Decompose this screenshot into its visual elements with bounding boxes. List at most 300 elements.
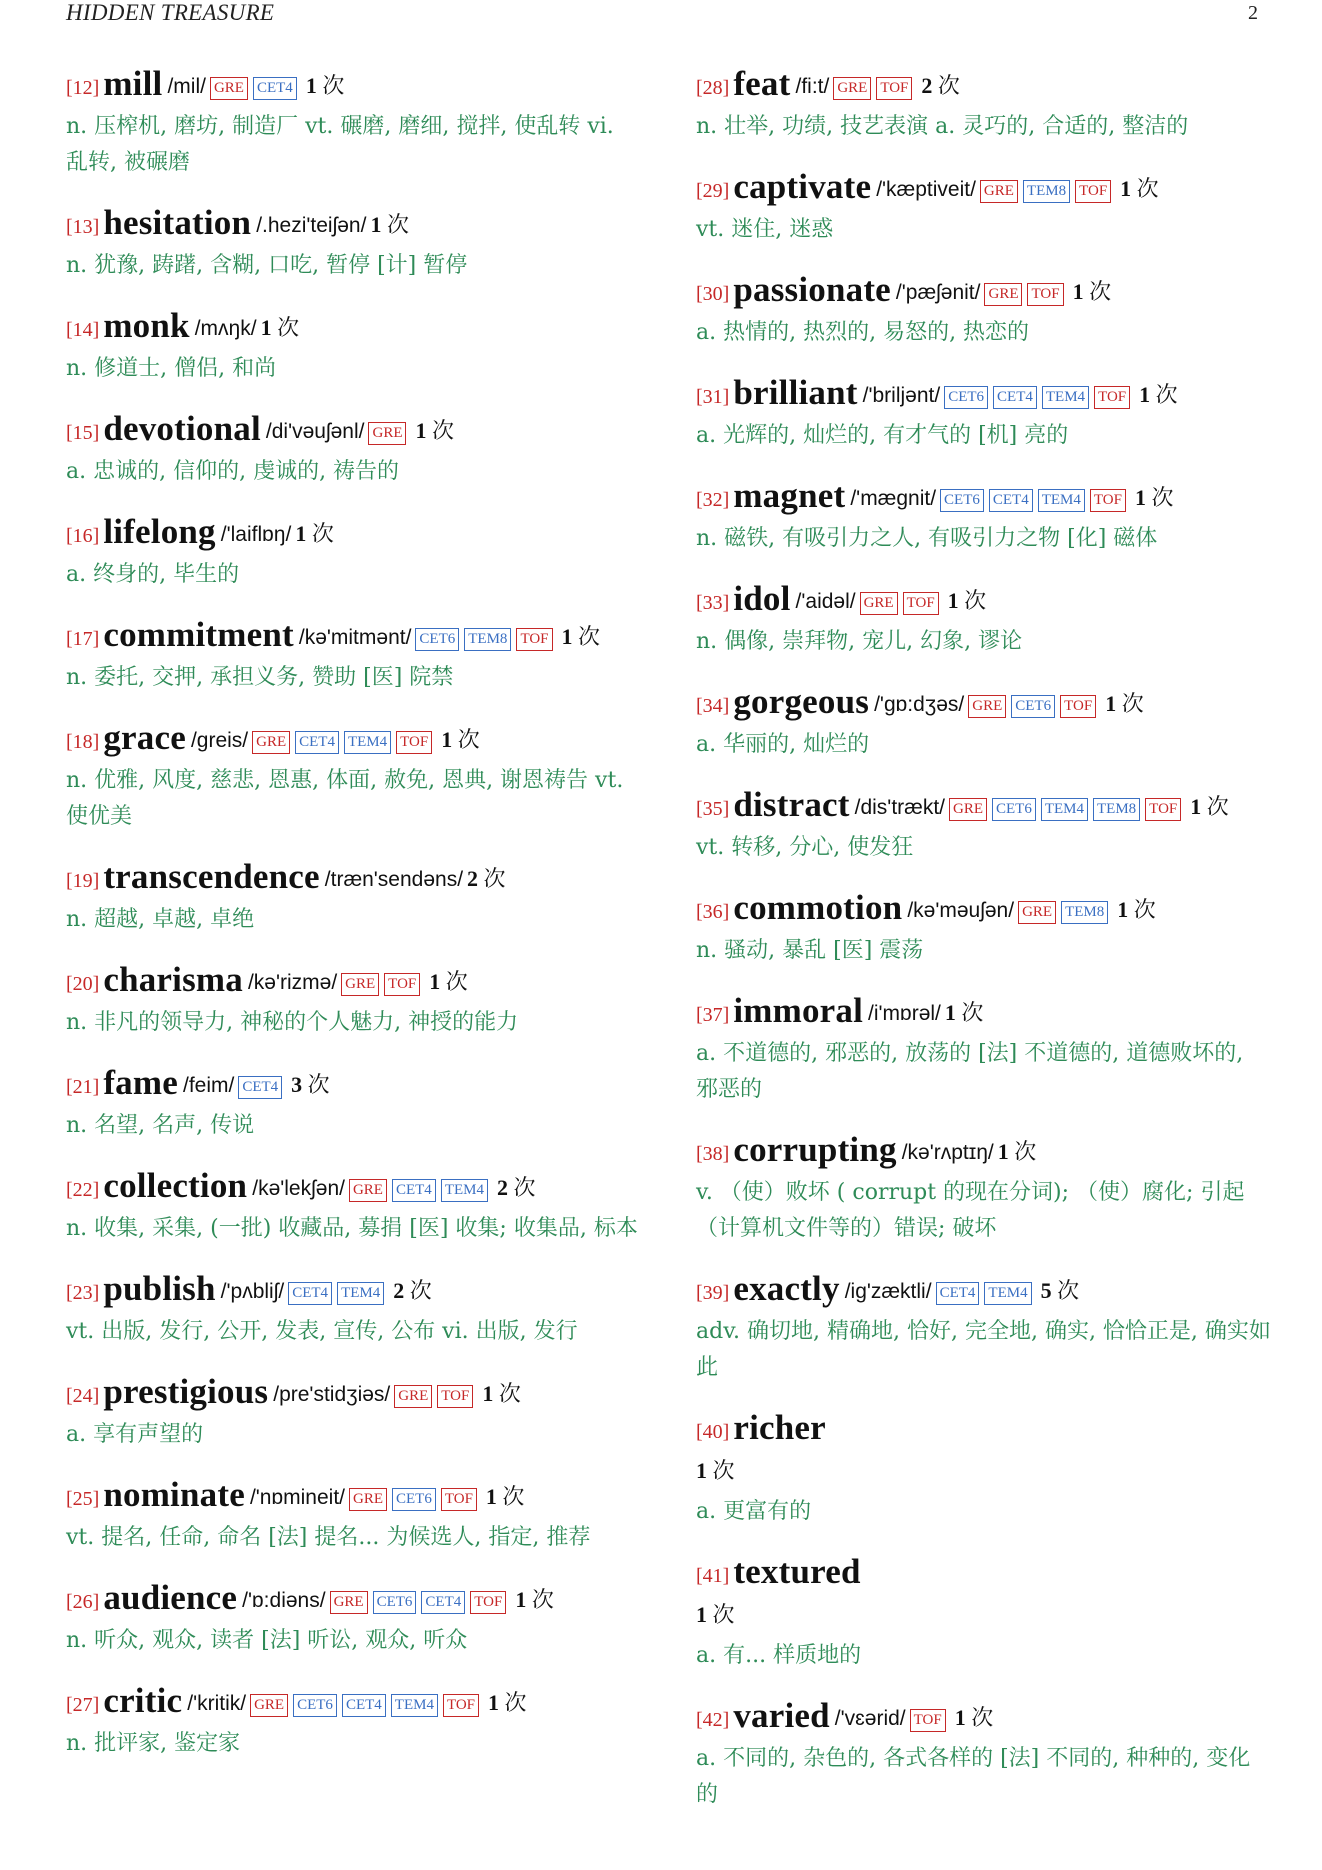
frequency-count: 1 xyxy=(515,1587,527,1612)
entry-headline xyxy=(66,205,642,248)
frequency-count: 1 xyxy=(1190,794,1202,819)
exam-tag-tof: TOF xyxy=(1075,180,1111,203)
frequency xyxy=(393,1278,432,1303)
headword: critic xyxy=(103,1681,183,1720)
exam-tag-tof: TOF xyxy=(903,592,939,615)
headword: lifelong xyxy=(103,512,216,551)
frequency xyxy=(486,1484,525,1509)
entry-headline xyxy=(696,684,1272,727)
frequency-count: 2 xyxy=(393,1278,405,1303)
definition: vt. 转移, 分心, 使发狂 xyxy=(696,835,914,860)
headword: hesitation xyxy=(103,203,252,242)
vocab-entry xyxy=(66,1168,642,1247)
exam-tags xyxy=(341,975,425,992)
vocab-entry xyxy=(66,205,642,284)
vocab-entry xyxy=(66,411,642,490)
entry-number: [19] xyxy=(66,870,100,892)
exam-tag-tof: TOF xyxy=(470,1591,506,1614)
vocab-entry xyxy=(66,859,642,938)
headword: captivate xyxy=(733,167,872,206)
exam-tag-cet4: CET4 xyxy=(295,731,339,754)
exam-tags xyxy=(968,697,1101,714)
entry-number: [40] xyxy=(696,1421,730,1443)
frequency xyxy=(261,315,300,340)
headword: gorgeous xyxy=(733,682,870,721)
exam-tag-cet6: CET6 xyxy=(992,798,1036,821)
vocab-entry xyxy=(66,1374,642,1453)
frequency xyxy=(1135,485,1174,510)
frequency-count: 1 xyxy=(260,315,272,340)
phonetic: /i'mɒrəl/ xyxy=(868,1002,941,1025)
frequency-unit: 次 xyxy=(964,588,987,613)
vocab-entry xyxy=(66,308,642,387)
definition: vt. 出版, 发行, 公开, 发表, 宣传, 公布 vi. 出版, 发行 xyxy=(66,1319,578,1344)
exam-tags xyxy=(984,285,1068,302)
frequency xyxy=(948,588,987,613)
exam-tags xyxy=(349,1181,493,1198)
definition: n. 偶像, 崇拜物, 宠儿, 幻象, 谬论 xyxy=(696,629,1023,654)
exam-tag-gre: GRE xyxy=(368,422,406,445)
vocab-entry xyxy=(66,720,642,835)
definition: n. 批评家, 鉴定家 xyxy=(66,1731,241,1756)
exam-tag-gre: GRE xyxy=(341,973,379,996)
entry-headline xyxy=(66,514,642,557)
vocab-entry xyxy=(66,1580,642,1659)
frequency-unit: 次 xyxy=(961,1000,984,1025)
definition: n. 压榨机, 磨坊, 制造厂 vt. 碾磨, 磨细, 搅拌, 使乱转 vi. 乱转, 被碾磨 xyxy=(66,114,614,175)
exam-tag-gre: GRE xyxy=(349,1179,387,1202)
vocab-entry xyxy=(66,617,642,696)
headword: commitment xyxy=(103,615,294,654)
frequency-unit: 次 xyxy=(311,521,334,546)
frequency-unit: 次 xyxy=(409,1278,432,1303)
definition: n. 名望, 名声, 传说 xyxy=(66,1113,255,1138)
frequency-unit: 次 xyxy=(1014,1139,1037,1164)
entry-number: [28] xyxy=(696,77,730,99)
frequency-count: 2 xyxy=(496,1175,508,1200)
entry-headline xyxy=(66,411,642,454)
phonetic: /'aidəl/ xyxy=(795,590,856,613)
exam-tag-tof: TOF xyxy=(384,973,420,996)
entry-number: [41] xyxy=(696,1565,730,1587)
frequency xyxy=(1190,794,1229,819)
vocab-entry xyxy=(696,993,1272,1108)
vocab-entry xyxy=(66,514,642,593)
definition: n. 磁铁, 有吸引力之人, 有吸引力之物 [化] 磁体 xyxy=(696,526,1158,551)
phonetic: /kə'məuʃən/ xyxy=(907,899,1015,922)
exam-tag-tof: TOF xyxy=(1090,489,1126,512)
headword: monk xyxy=(103,306,190,345)
definition: vt. 提名, 任命, 命名 [法] 提名... 为候选人, 指定, 推荐 xyxy=(66,1525,591,1550)
entry-headline xyxy=(696,1698,1272,1741)
entry-number: [17] xyxy=(66,628,100,650)
exam-tag-tof: TOF xyxy=(443,1694,479,1717)
exam-tags xyxy=(330,1593,512,1610)
vocab-entry xyxy=(696,66,1272,145)
left-column xyxy=(66,66,642,1786)
exam-tag-cet4: CET4 xyxy=(989,489,1033,512)
entry-number: [42] xyxy=(696,1709,730,1731)
headword: charisma xyxy=(103,960,243,999)
exam-tag-tof: TOF xyxy=(1060,695,1096,718)
vocab-entry xyxy=(696,1271,1272,1386)
entry-number: [29] xyxy=(696,180,730,202)
frequency-count: 1 xyxy=(944,1000,956,1025)
frequency xyxy=(1041,1278,1080,1303)
entry-headline xyxy=(696,1132,1272,1175)
entry-headline xyxy=(66,720,642,763)
exam-tag-cet6: CET6 xyxy=(944,386,988,409)
frequency-unit: 次 xyxy=(498,1381,521,1406)
exam-tag-tof: TOF xyxy=(1027,283,1063,306)
frequency-unit: 次 xyxy=(1121,691,1144,716)
headword: mill xyxy=(103,64,163,103)
phonetic: /pre'stidʒiəs/ xyxy=(273,1383,391,1406)
frequency-count: 1 xyxy=(305,73,317,98)
exam-tag-cet6: CET6 xyxy=(1011,695,1055,718)
exam-tag-cet4: CET4 xyxy=(993,386,1037,409)
headword: transcendence xyxy=(103,857,320,896)
exam-tags xyxy=(860,594,944,611)
frequency xyxy=(306,73,345,98)
phonetic: /træn'sendəns/ xyxy=(324,868,464,891)
frequency-unit: 次 xyxy=(513,1175,536,1200)
phonetic: /mʌŋk/ xyxy=(194,317,257,340)
definition: adv. 确切地, 精确地, 恰好, 完全地, 确实, 恰恰正是, 确实如此 xyxy=(696,1319,1271,1380)
entry-number: [31] xyxy=(696,386,730,408)
headword: devotional xyxy=(103,409,261,448)
right-column xyxy=(696,66,1272,1837)
entry-number: [16] xyxy=(66,525,100,547)
exam-tags xyxy=(349,1490,482,1507)
frequency-unit: 次 xyxy=(277,315,300,340)
exam-tags xyxy=(288,1284,389,1301)
entry-headline xyxy=(696,890,1272,933)
phonetic: /'briljənt/ xyxy=(862,384,941,407)
frequency-unit: 次 xyxy=(457,727,480,752)
exam-tags xyxy=(252,733,437,750)
phonetic: /ig'zæktli/ xyxy=(844,1280,932,1303)
phonetic: /'gɒ:dʒəs/ xyxy=(874,693,965,716)
exam-tag-tem4: TEM4 xyxy=(344,731,391,754)
phonetic: /'mægnit/ xyxy=(850,487,937,510)
frequency-count: 1 xyxy=(1072,279,1084,304)
entry-number: [34] xyxy=(696,695,730,717)
definition: n. 收集, 采集, (一批) 收藏品, 募捐 [医] 收集; 收集品, 标本 xyxy=(66,1216,638,1241)
frequency-count: 1 xyxy=(488,1690,500,1715)
definition: a. 忠诚的, 信仰的, 虔诚的, 祷告的 xyxy=(66,459,400,484)
frequency xyxy=(1120,176,1159,201)
definition: a. 华丽的, 灿烂的 xyxy=(696,732,870,757)
entry-number: [18] xyxy=(66,731,100,753)
vocab-entry xyxy=(696,787,1272,866)
headword: fame xyxy=(103,1063,178,1102)
frequency-unit: 次 xyxy=(431,418,454,443)
headword: corrupting xyxy=(733,1130,897,1169)
frequency-unit: 次 xyxy=(502,1484,525,1509)
frequency xyxy=(696,1602,735,1627)
exam-tag-gre: GRE xyxy=(833,77,871,100)
entry-headline xyxy=(66,1683,642,1726)
frequency-count: 1 xyxy=(1120,176,1132,201)
vocab-entry xyxy=(696,1554,1272,1674)
exam-tag-tof: TOF xyxy=(516,628,552,651)
exam-tag-gre: GRE xyxy=(394,1385,432,1408)
vocab-entry xyxy=(66,1683,642,1762)
exam-tag-cet4: CET4 xyxy=(342,1694,386,1717)
entry-headline xyxy=(66,66,642,109)
exam-tag-gre: GRE xyxy=(949,798,987,821)
entry-number: [38] xyxy=(696,1143,730,1165)
frequency-count: 5 xyxy=(1040,1278,1052,1303)
exam-tag-tem8: TEM8 xyxy=(1023,180,1070,203)
entry-headline xyxy=(696,272,1272,315)
entry-headline xyxy=(66,1065,642,1108)
phonetic: /kə'lekʃən/ xyxy=(252,1177,345,1200)
exam-tag-tof: TOF xyxy=(396,731,432,754)
entry-headline xyxy=(66,1580,642,1623)
exam-tag-tof: TOF xyxy=(437,1385,473,1408)
entry-headline xyxy=(696,787,1272,830)
entry-headline xyxy=(66,1271,642,1314)
entry-number: [12] xyxy=(66,77,100,99)
definition: n. 超越, 卓越, 卓绝 xyxy=(66,907,255,932)
entry-number: [24] xyxy=(66,1385,100,1407)
frequency xyxy=(295,521,334,546)
phonetic: /.hezi'teiʃən/ xyxy=(256,214,367,237)
frequency xyxy=(370,212,409,237)
definition: n. 优雅, 风度, 慈悲, 恩惠, 体面, 赦免, 恩典, 谢恩祷告 vt. 使优美 xyxy=(66,768,624,829)
entry-number: [39] xyxy=(696,1282,730,1304)
exam-tags xyxy=(940,491,1131,508)
exam-tag-gre: GRE xyxy=(980,180,1018,203)
frequency-count: 1 xyxy=(370,212,382,237)
frequency-unit: 次 xyxy=(1136,176,1159,201)
headword: varied xyxy=(733,1696,830,1735)
frequency-unit: 次 xyxy=(307,1072,330,1097)
entry-number: [37] xyxy=(696,1004,730,1026)
exam-tag-tem4: TEM4 xyxy=(391,1694,438,1717)
entry-headline xyxy=(66,1477,642,1520)
entry-headline xyxy=(66,617,642,660)
exam-tag-cet6: CET6 xyxy=(373,1591,417,1614)
frequency-count: 1 xyxy=(561,624,573,649)
exam-tag-gre: GRE xyxy=(330,1591,368,1614)
frequency-count: 1 xyxy=(295,521,307,546)
definition: n. 非凡的领导力, 神秘的个人魅力, 神授的能力 xyxy=(66,1010,519,1035)
entry-number: [25] xyxy=(66,1488,100,1510)
entry-number: [21] xyxy=(66,1076,100,1098)
exam-tag-cet4: CET4 xyxy=(392,1179,436,1202)
frequency-unit: 次 xyxy=(322,73,345,98)
headword: feat xyxy=(733,64,791,103)
headword: brilliant xyxy=(733,373,858,412)
running-header-title: HIDDEN TREASURE xyxy=(66,0,275,25)
exam-tag-cet6: CET6 xyxy=(415,628,459,651)
entry-number: [13] xyxy=(66,216,100,238)
exam-tags xyxy=(1018,903,1113,920)
phonetic: /greis/ xyxy=(190,729,249,752)
definition: a. 有... 样质地的 xyxy=(696,1643,862,1668)
phonetic: /fi:t/ xyxy=(795,75,830,98)
entry-number: [33] xyxy=(696,592,730,614)
exam-tag-gre: GRE xyxy=(210,77,248,100)
phonetic: /'ɒ:diəns/ xyxy=(242,1589,326,1612)
entry-number: [30] xyxy=(696,283,730,305)
headword: commotion xyxy=(733,888,903,927)
exam-tags xyxy=(833,79,917,96)
vocab-entry xyxy=(696,890,1272,969)
entry-number: [35] xyxy=(696,798,730,820)
frequency xyxy=(945,1000,984,1025)
exam-tag-gre: GRE xyxy=(252,731,290,754)
entry-headline xyxy=(66,1374,642,1417)
entry-headline xyxy=(696,1554,1272,1638)
definition: a. 不同的, 杂色的, 各式各样的 [法] 不同的, 种种的, 变化的 xyxy=(696,1746,1251,1807)
phonetic: /mil/ xyxy=(167,75,206,98)
phonetic: /kə'mitmənt/ xyxy=(298,626,412,649)
definition: n. 犹豫, 踌躇, 含糊, 口吃, 暂停 [计] 暂停 xyxy=(66,253,468,278)
frequency xyxy=(562,624,601,649)
vocab-entry xyxy=(66,66,642,181)
frequency xyxy=(955,1705,994,1730)
exam-tag-gre: GRE xyxy=(250,1694,288,1717)
frequency-count: 2 xyxy=(467,866,479,891)
entry-headline xyxy=(66,308,642,351)
exam-tags xyxy=(910,1711,951,1728)
vocab-entry xyxy=(696,272,1272,351)
vocab-entry xyxy=(696,1410,1272,1530)
entry-headline xyxy=(66,962,642,1005)
frequency xyxy=(441,727,480,752)
frequency-unit: 次 xyxy=(712,1458,735,1483)
definition: vt. 迷住, 迷惑 xyxy=(696,217,834,242)
entry-number: [27] xyxy=(66,1694,100,1716)
definition: n. 委托, 交押, 承担义务, 赞助 [医] 院禁 xyxy=(66,665,454,690)
vocab-entry xyxy=(696,1132,1272,1247)
headword: immoral xyxy=(733,991,864,1030)
exam-tag-tem4: TEM4 xyxy=(337,1282,384,1305)
exam-tags xyxy=(368,424,411,441)
entry-headline xyxy=(696,1410,1272,1494)
frequency xyxy=(488,1690,527,1715)
headword: publish xyxy=(103,1269,216,1308)
definition: a. 光辉的, 灿烂的, 有才气的 [机] 亮的 xyxy=(696,423,1069,448)
phonetic: /dis'trækt/ xyxy=(854,796,945,819)
exam-tags xyxy=(944,388,1135,405)
definition: a. 更富有的 xyxy=(696,1499,812,1524)
frequency-unit: 次 xyxy=(1057,1278,1080,1303)
entry-number: [14] xyxy=(66,319,100,341)
phonetic: /'nɒmineit/ xyxy=(249,1486,345,1509)
frequency-count: 2 xyxy=(921,73,933,98)
vocab-entry xyxy=(66,1065,642,1144)
frequency xyxy=(1105,691,1144,716)
exam-tags xyxy=(949,800,1186,817)
exam-tag-cet6: CET6 xyxy=(293,1694,337,1717)
frequency-unit: 次 xyxy=(483,866,506,891)
frequency xyxy=(1117,897,1156,922)
exam-tags xyxy=(415,630,557,647)
entry-number: [26] xyxy=(66,1591,100,1613)
exam-tag-cet4: CET4 xyxy=(253,77,297,100)
frequency-count: 1 xyxy=(1139,382,1151,407)
exam-tag-gre: GRE xyxy=(984,283,1022,306)
frequency-count: 1 xyxy=(1105,691,1117,716)
frequency-count: 1 xyxy=(415,418,427,443)
entry-headline xyxy=(66,1168,642,1211)
frequency-unit: 次 xyxy=(1155,382,1178,407)
frequency-count: 1 xyxy=(954,1705,966,1730)
frequency xyxy=(497,1175,536,1200)
entry-headline xyxy=(696,1271,1272,1314)
phonetic: /'kæptiveit/ xyxy=(876,178,976,201)
exam-tags xyxy=(250,1696,484,1713)
exam-tag-tof: TOF xyxy=(910,1709,946,1732)
exam-tag-gre: GRE xyxy=(860,592,898,615)
phonetic: /di'vəuʃənl/ xyxy=(265,420,365,443)
entry-number: [22] xyxy=(66,1179,100,1201)
exam-tag-cet6: CET6 xyxy=(940,489,984,512)
frequency xyxy=(291,1072,330,1097)
entry-headline xyxy=(66,859,642,902)
frequency-count: 1 xyxy=(441,727,453,752)
exam-tag-gre: GRE xyxy=(968,695,1006,718)
exam-tag-tem4: TEM4 xyxy=(984,1282,1031,1305)
frequency xyxy=(415,418,454,443)
phonetic: /kə'rʌptɪŋ/ xyxy=(901,1141,994,1164)
definition: n. 听众, 观众, 读者 [法] 听讼, 观众, 听众 xyxy=(66,1628,468,1653)
headword: collection xyxy=(103,1166,248,1205)
frequency-unit: 次 xyxy=(386,212,409,237)
exam-tag-cet4: CET4 xyxy=(288,1282,332,1305)
entry-headline xyxy=(696,478,1272,521)
exam-tags xyxy=(980,182,1116,199)
exam-tag-tem4: TEM4 xyxy=(1042,386,1089,409)
headword: richer xyxy=(733,1408,826,1447)
headword: magnet xyxy=(733,476,846,515)
frequency-count: 1 xyxy=(696,1602,707,1627)
entry-number: [20] xyxy=(66,973,100,995)
entry-headline xyxy=(696,993,1272,1036)
frequency-count: 1 xyxy=(485,1484,497,1509)
exam-tag-tof: TOF xyxy=(441,1488,477,1511)
entry-number: [32] xyxy=(696,489,730,511)
definition: a. 终身的, 毕生的 xyxy=(66,562,240,587)
vocab-entry xyxy=(696,375,1272,454)
frequency-count: 1 xyxy=(696,1458,707,1483)
frequency xyxy=(482,1381,521,1406)
phonetic: /'pʌbliʃ/ xyxy=(220,1280,285,1303)
definition: v. （使）败坏 ( corrupt 的现在分词); （使）腐化; 引起（计算机文件等的）错误; 破坏 xyxy=(696,1180,1245,1241)
phonetic: /'pæʃənit/ xyxy=(895,281,981,304)
exam-tag-gre: GRE xyxy=(1018,901,1056,924)
definition: a. 热情的, 热烈的, 易怒的, 热恋的 xyxy=(696,320,1030,345)
definition: n. 壮举, 功绩, 技艺表演 a. 灵巧的, 合适的, 整洁的 xyxy=(696,114,1189,139)
exam-tag-cet6: CET6 xyxy=(392,1488,436,1511)
entry-headline xyxy=(696,581,1272,624)
frequency-count: 1 xyxy=(997,1139,1009,1164)
exam-tag-tof: TOF xyxy=(876,77,912,100)
frequency xyxy=(467,866,506,891)
frequency-unit: 次 xyxy=(712,1602,735,1627)
definition: n. 修道士, 僧侣, 和尚 xyxy=(66,356,277,381)
frequency xyxy=(1139,382,1178,407)
definition: a. 享有声望的 xyxy=(66,1422,204,1447)
headword: exactly xyxy=(733,1269,840,1308)
frequency xyxy=(696,1458,735,1483)
frequency-count: 1 xyxy=(482,1381,494,1406)
